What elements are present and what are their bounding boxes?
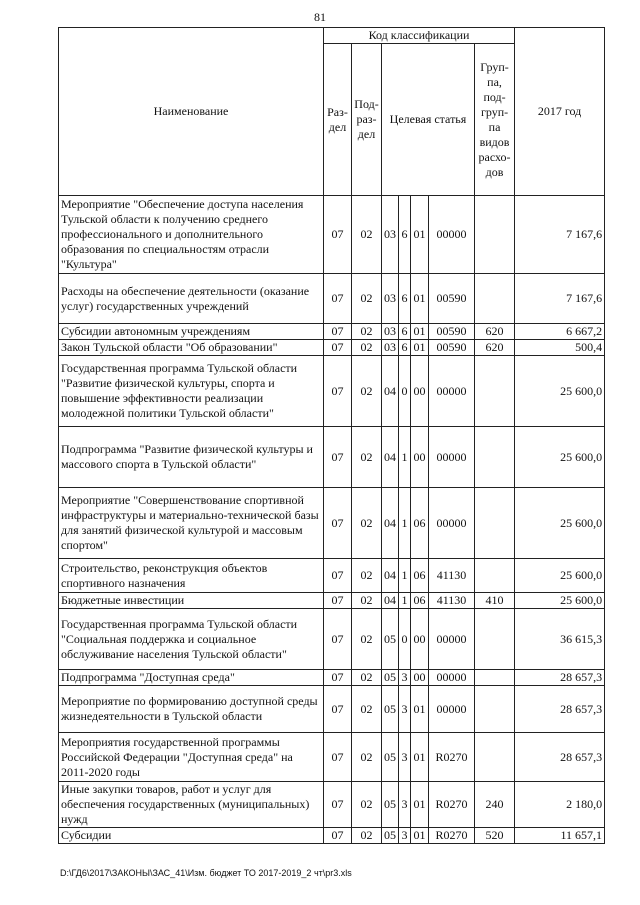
row-code-t2: 1 <box>399 488 411 559</box>
table-row <box>59 782 605 828</box>
row-code-t2: 3 <box>399 828 411 844</box>
row-code-t3: 01 <box>411 828 429 844</box>
row-code-r: 07 <box>324 356 352 427</box>
row-code-t2: 1 <box>399 593 411 609</box>
row-code-g <box>475 670 515 686</box>
row-code-t3: 06 <box>411 593 429 609</box>
row-name: Мероприятие "Совершенствование спортивной инфраструктуры и материально-технической базы для занятий физической культурой и массовым спортом" <box>59 488 324 559</box>
row-code-t4: 00000 <box>429 356 475 427</box>
row-code-t1: 05 <box>382 782 399 828</box>
row-code-t4: R0270 <box>429 733 475 782</box>
row-code-p: 02 <box>352 427 382 488</box>
header-code: Код классификации <box>324 28 515 44</box>
row-code-g <box>475 427 515 488</box>
row-name: Государственная программа Тульской области "Развитие физической культуры, спорта и повышение эффективности реализации молодежной политики Тульской области" <box>59 356 324 427</box>
row-code-t1: 05 <box>382 828 399 844</box>
table-row <box>59 609 605 670</box>
table-row <box>59 488 605 559</box>
header-group: Груп- па, под- груп- па видов расхо- дов <box>475 44 515 196</box>
row-code-p: 02 <box>352 340 382 356</box>
row-code-t4: 00000 <box>429 670 475 686</box>
header-target: Целевая статья <box>382 44 475 196</box>
row-code-t1: 04 <box>382 356 399 427</box>
row-code-t3: 01 <box>411 782 429 828</box>
row-code-p: 02 <box>352 274 382 324</box>
row-amount: 2 180,0 <box>515 782 605 828</box>
page-number: 81 <box>314 10 326 24</box>
table-row <box>59 427 605 488</box>
row-name: Бюджетные инвестиции <box>59 593 324 609</box>
row-code-t2: 3 <box>399 733 411 782</box>
row-code-g: 410 <box>475 593 515 609</box>
table-row <box>59 340 605 356</box>
row-code-t4: 00590 <box>429 340 475 356</box>
row-amount: 25 600,0 <box>515 427 605 488</box>
row-code-t2: 3 <box>399 670 411 686</box>
row-code-t2: 6 <box>399 340 411 356</box>
row-code-t1: 05 <box>382 609 399 670</box>
row-amount: 25 600,0 <box>515 356 605 427</box>
row-code-t3: 00 <box>411 670 429 686</box>
row-amount: 7 167,6 <box>515 274 605 324</box>
row-code-t2: 6 <box>399 324 411 340</box>
footer-path: D:\ГД6\2017\ЗАКОНЫ\ЗАС_41\Изм. бюджет ТО 2017-2019_2 чт\pr3.xls <box>60 868 352 878</box>
row-amount: 11 657,1 <box>515 828 605 844</box>
budget-table <box>58 27 605 844</box>
table-row <box>59 324 605 340</box>
row-code-p: 02 <box>352 324 382 340</box>
row-code-t4: 00590 <box>429 274 475 324</box>
row-code-g <box>475 559 515 593</box>
row-code-r: 07 <box>324 782 352 828</box>
header-name: Наименование <box>59 28 324 196</box>
row-code-t2: 0 <box>399 356 411 427</box>
row-code-g <box>475 609 515 670</box>
row-code-t2: 6 <box>399 196 411 274</box>
row-code-g: 520 <box>475 828 515 844</box>
row-code-t1: 04 <box>382 593 399 609</box>
row-code-t3: 00 <box>411 609 429 670</box>
row-code-r: 07 <box>324 733 352 782</box>
row-code-r: 07 <box>324 274 352 324</box>
table-row <box>59 196 605 274</box>
table-row <box>59 670 605 686</box>
row-code-t4: R0270 <box>429 782 475 828</box>
row-code-t1: 03 <box>382 274 399 324</box>
row-code-t4: 41130 <box>429 593 475 609</box>
row-code-g: 240 <box>475 782 515 828</box>
row-amount: 28 657,3 <box>515 686 605 733</box>
table-row <box>59 733 605 782</box>
row-code-p: 02 <box>352 559 382 593</box>
row-name: Подпрограмма "Развитие физической культуры и массового спорта в Тульской области" <box>59 427 324 488</box>
row-name: Закон Тульской области "Об образовании" <box>59 340 324 356</box>
table-row <box>59 593 605 609</box>
row-code-p: 02 <box>352 609 382 670</box>
row-name: Субсидии <box>59 828 324 844</box>
row-code-t3: 01 <box>411 340 429 356</box>
row-code-p: 02 <box>352 356 382 427</box>
row-code-t3: 01 <box>411 686 429 733</box>
row-code-g <box>475 274 515 324</box>
row-code-g: 620 <box>475 324 515 340</box>
row-code-t2: 6 <box>399 274 411 324</box>
row-code-t1: 03 <box>382 196 399 274</box>
row-code-t1: 04 <box>382 559 399 593</box>
row-code-r: 07 <box>324 340 352 356</box>
table-row <box>59 559 605 593</box>
row-code-t4: 00000 <box>429 427 475 488</box>
row-code-r: 07 <box>324 559 352 593</box>
row-amount: 28 657,3 <box>515 670 605 686</box>
row-code-t1: 03 <box>382 340 399 356</box>
row-code-t2: 3 <box>399 782 411 828</box>
table-row <box>59 686 605 733</box>
row-name: Расходы на обеспечение деятельности (оказание услуг) государственных учреждений <box>59 274 324 324</box>
table-row <box>59 828 605 844</box>
row-code-g <box>475 733 515 782</box>
row-name: Мероприятие "Обеспечение доступа населения Тульской области к получению среднего профессионального и дополнительного образования по специальностям отрасли "Культура" <box>59 196 324 274</box>
row-code-p: 02 <box>352 593 382 609</box>
row-code-r: 07 <box>324 593 352 609</box>
row-code-p: 02 <box>352 733 382 782</box>
row-amount: 500,4 <box>515 340 605 356</box>
row-code-p: 02 <box>352 488 382 559</box>
row-name: Мероприятия государственной программы Российской Федерации "Доступная среда" на 2011-2020 годы <box>59 733 324 782</box>
row-code-t3: 01 <box>411 196 429 274</box>
row-code-t1: 05 <box>382 670 399 686</box>
row-code-t3: 06 <box>411 559 429 593</box>
row-code-t2: 1 <box>399 559 411 593</box>
row-code-r: 07 <box>324 828 352 844</box>
row-code-t4: 00000 <box>429 609 475 670</box>
row-code-t1: 04 <box>382 488 399 559</box>
row-code-r: 07 <box>324 488 352 559</box>
row-code-t1: 05 <box>382 686 399 733</box>
row-code-r: 07 <box>324 609 352 670</box>
row-code-t1: 04 <box>382 427 399 488</box>
row-code-g <box>475 356 515 427</box>
row-code-t3: 00 <box>411 427 429 488</box>
row-code-r: 07 <box>324 686 352 733</box>
row-code-t2: 1 <box>399 427 411 488</box>
row-code-t2: 0 <box>399 609 411 670</box>
row-code-t4: R0270 <box>429 828 475 844</box>
row-code-r: 07 <box>324 427 352 488</box>
table-row <box>59 356 605 427</box>
row-amount: 7 167,6 <box>515 196 605 274</box>
row-name: Субсидии автономным учреждениям <box>59 324 324 340</box>
row-code-g <box>475 196 515 274</box>
row-code-g: 620 <box>475 340 515 356</box>
row-code-t2: 3 <box>399 686 411 733</box>
row-code-t3: 00 <box>411 356 429 427</box>
row-code-p: 02 <box>352 686 382 733</box>
row-name: Строительство, реконструкция объектов спортивного назначения <box>59 559 324 593</box>
header-year: 2017 год <box>515 28 605 196</box>
row-code-t1: 03 <box>382 324 399 340</box>
row-name: Государственная программа Тульской области "Социальная поддержка и социальное обслуживание населения Тульской области" <box>59 609 324 670</box>
row-amount: 36 615,3 <box>515 609 605 670</box>
row-code-p: 02 <box>352 828 382 844</box>
row-code-g <box>475 686 515 733</box>
row-code-t4: 00000 <box>429 488 475 559</box>
row-code-r: 07 <box>324 670 352 686</box>
row-code-t4: 41130 <box>429 559 475 593</box>
row-amount: 28 657,3 <box>515 733 605 782</box>
row-code-t3: 06 <box>411 488 429 559</box>
row-amount: 25 600,0 <box>515 559 605 593</box>
row-code-p: 02 <box>352 196 382 274</box>
row-code-r: 07 <box>324 324 352 340</box>
row-code-g <box>475 488 515 559</box>
row-code-t4: 00000 <box>429 196 475 274</box>
row-code-p: 02 <box>352 670 382 686</box>
row-amount: 6 667,2 <box>515 324 605 340</box>
row-code-t3: 01 <box>411 274 429 324</box>
header-subsection: Под- раз- дел <box>352 44 382 196</box>
row-name: Подпрограмма "Доступная среда" <box>59 670 324 686</box>
header-section: Раз- дел <box>324 44 352 196</box>
row-code-r: 07 <box>324 196 352 274</box>
row-code-p: 02 <box>352 782 382 828</box>
row-code-t4: 00590 <box>429 324 475 340</box>
row-code-t1: 05 <box>382 733 399 782</box>
row-name: Мероприятие по формированию доступной среды жизнедеятельности в Тульской области <box>59 686 324 733</box>
row-code-t3: 01 <box>411 324 429 340</box>
row-amount: 25 600,0 <box>515 593 605 609</box>
row-name: Иные закупки товаров, работ и услуг для обеспечения государственных (муниципальных) нужд <box>59 782 324 828</box>
table-row <box>59 274 605 324</box>
row-amount: 25 600,0 <box>515 488 605 559</box>
row-code-t4: 00000 <box>429 686 475 733</box>
row-code-t3: 01 <box>411 733 429 782</box>
